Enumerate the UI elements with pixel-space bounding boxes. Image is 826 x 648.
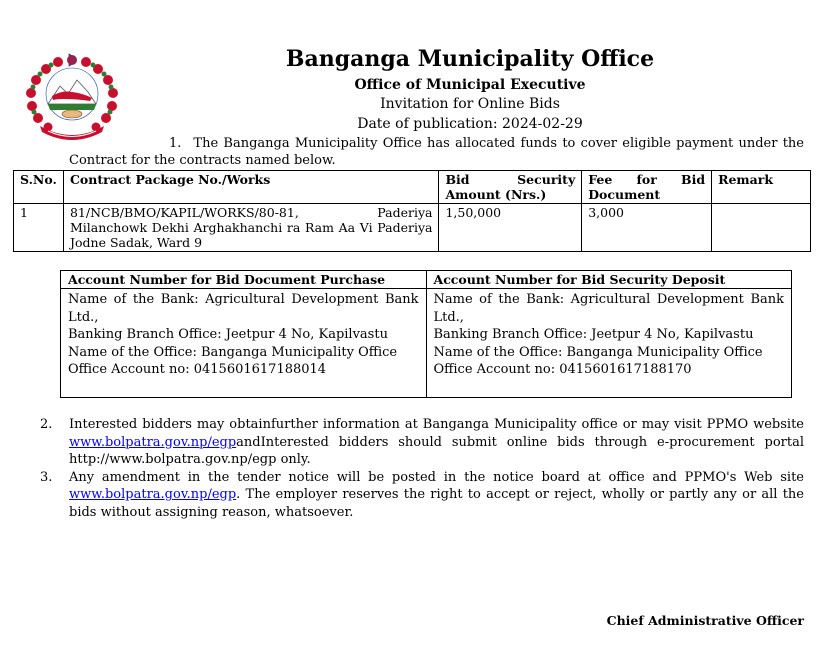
- header-package: Contract Package No./Works: [63, 171, 438, 204]
- egp-link-2[interactable]: www.bolpatra.gov.np/egp: [69, 487, 237, 503]
- header-remark: Remark: [712, 171, 811, 204]
- header-sno: S.No.: [14, 171, 64, 204]
- header-purchase-account: Account Number for Bid Document Purchase: [61, 271, 427, 289]
- paragraph-2-text-cont: andInterested bidders should submit online bids through e-procurement portal http://www.bolpatra.gov.np/egp only.: [69, 434, 804, 468]
- contracts-table: [13, 170, 811, 252]
- cell-fee: 3,000: [582, 204, 712, 252]
- security-account-details: [426, 289, 792, 398]
- table-row: [14, 204, 811, 252]
- security-office: Name of the Office: Banganga Municipality Office: [433, 344, 763, 360]
- office-subtitle: Office of Municipal Executive: [354, 77, 586, 93]
- page-title: Banganga Municipality Office: [285, 46, 655, 72]
- accounts-header-row: [61, 271, 792, 289]
- header-fee: Fee for Bid Document: [582, 171, 712, 204]
- security-bank: Name of the Bank: Agricultural Development Bank Ltd.,: [433, 292, 784, 325]
- paragraph-3-number: 3.: [40, 469, 53, 485]
- accounts-table: [60, 270, 792, 398]
- header-security-account: Account Number for Bid Security Deposit: [426, 271, 792, 289]
- intro-number: 1.: [169, 136, 182, 151]
- paragraph-3: [40, 469, 804, 522]
- cell-remark: [712, 204, 811, 252]
- purchase-office: Name of the Office: Banganga Municipality Office: [68, 344, 398, 360]
- nepal-emblem-icon: [22, 52, 122, 142]
- notice-paragraphs: [40, 416, 804, 522]
- notice-type: Invitation for Online Bids: [380, 96, 560, 112]
- cell-sno: 1: [14, 204, 64, 252]
- cell-package: 81/NCB/BMO/KAPIL/WORKS/80-81, Paderiya Milanchowk Dekhi Arghakhanchi ra Ram Aa Vi Paderiya Jodne Sadak, Ward 9: [63, 204, 438, 252]
- security-account-no: Office Account no: 0415601617188170: [433, 362, 692, 378]
- intro-paragraph: [69, 135, 804, 169]
- paragraph-2-number: 2.: [40, 417, 53, 432]
- egp-link[interactable]: www.bolpatra.gov.np/egp: [69, 434, 237, 450]
- cell-bid-security: 1,50,000: [439, 204, 582, 252]
- paragraph-3-text: Any amendment in the tender notice will be posted in the notice board at office and PPMO's Web site: [69, 469, 804, 485]
- accounts-row: [61, 289, 792, 398]
- table-header-row: [14, 171, 811, 204]
- header-bid-security: Bid Security Amount (Nrs.): [439, 171, 582, 204]
- paragraph-3-text-cont: . The employer reserves the right to accept or reject, wholly or partly any or all the bids without assigning reason, whatsoever.: [69, 487, 804, 520]
- purchase-branch: Banking Branch Office: Jeetpur 4 No, Kapilvastu: [68, 327, 388, 343]
- signature-title: Chief Administrative Officer: [606, 613, 804, 628]
- security-branch: Banking Branch Office: Jeetpur 4 No, Kapilvastu: [433, 327, 754, 343]
- publication-date: Date of publication: 2024-02-29: [357, 116, 583, 132]
- intro-text: The Banganga Municipality Office has allocated funds to cover eligible payment under the Contract for the contracts named below.: [69, 136, 804, 168]
- purchase-account-details: [61, 289, 427, 398]
- purchase-bank: Name of the Bank: Agricultural Development Bank Ltd.,: [68, 292, 419, 325]
- purchase-account-no: Office Account no: 0415601617188014: [68, 362, 327, 378]
- paragraph-2: [40, 416, 804, 469]
- paragraph-2-text: Interested bidders may obtainfurther information at Banganga Municipality office or may visit PPMO website: [69, 417, 804, 432]
